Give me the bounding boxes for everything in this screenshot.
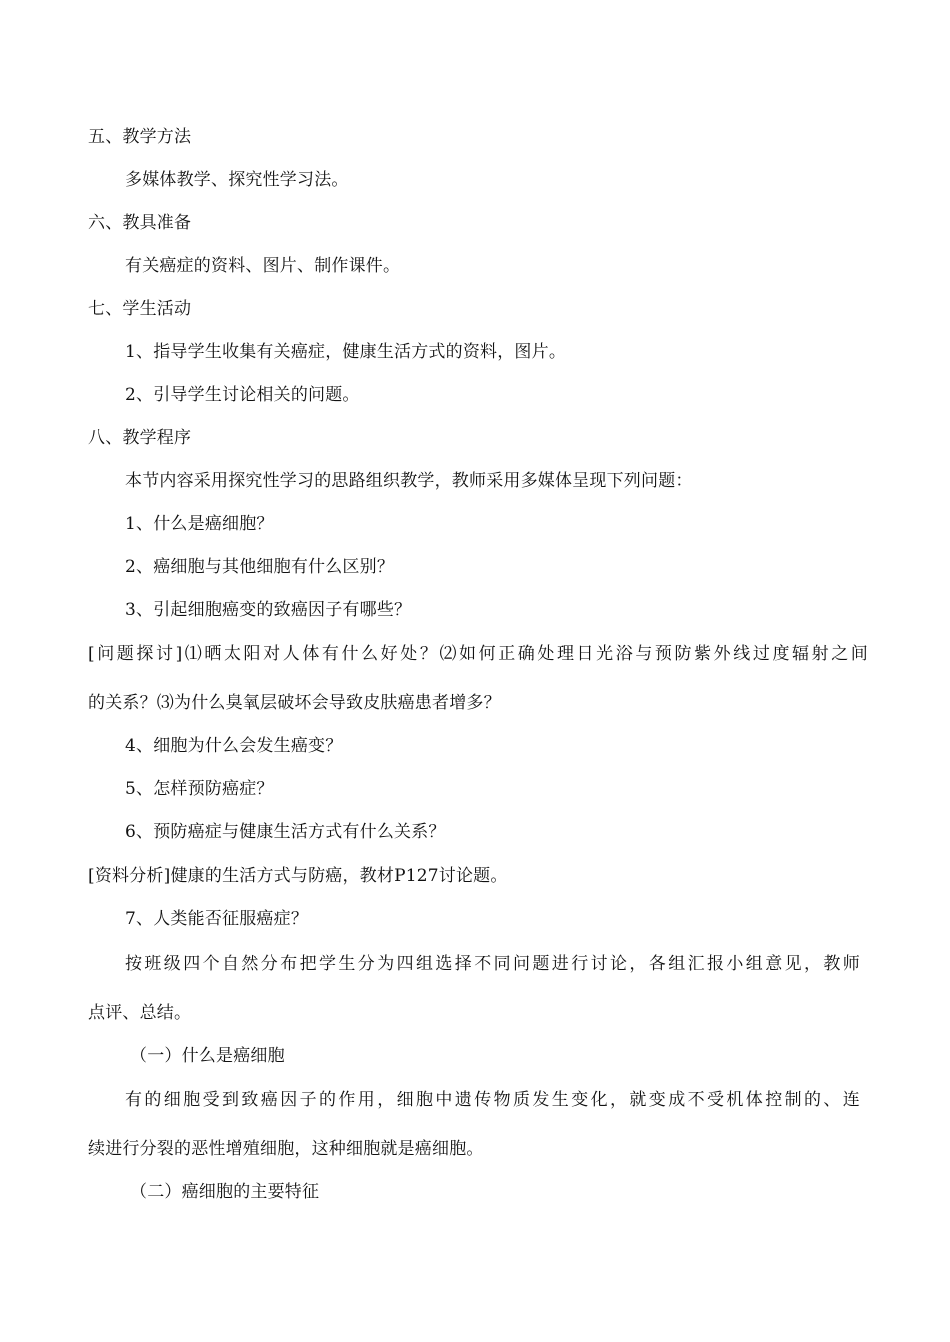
list-item: 4、细胞为什么会发生癌变？ [125,736,343,756]
paragraph-line: [问题探讨]⑴晒太阳对人体有什么好处？⑵如何正确处理日光浴与预防紫外线过度辐射之间 [88,644,868,664]
list-item: 3、引起细胞癌变的致癌因子有哪些？ [125,600,412,620]
paragraph-line: [资料分析]健康的生活方式与防癌，教材P127讨论题。 [88,866,508,886]
list-item: 5、怎样预防癌症？ [125,779,274,799]
list-item: 1、指导学生收集有关癌症，健康生活方式的资料，图片。 [125,342,567,362]
list-item: 6、预防癌症与健康生活方式有什么关系？ [125,822,446,842]
paragraph-line: 多媒体教学、探究性学习法。 [125,170,349,190]
paragraph-line: 续进行分裂的恶性增殖细胞，这种细胞就是癌细胞。 [88,1139,484,1159]
paragraph-line: 按班级四个自然分布把学生分为四组选择不同问题进行讨论，各组汇报小组意见，教师 [125,954,860,974]
heading-teaching-procedure: 八、教学程序 [88,428,192,448]
paragraph-line: 的关系？⑶为什么臭氧层破坏会导致皮肤癌患者增多？ [88,693,501,713]
subheading: （二）癌细胞的主要特征 [130,1182,320,1202]
list-item: 2、癌细胞与其他细胞有什么区别？ [125,557,395,577]
list-item: 7、人类能否征服癌症？ [125,909,309,929]
list-item: 1、什么是癌细胞？ [125,514,274,534]
subheading: （一）什么是癌细胞 [130,1046,285,1066]
paragraph-line: 点评、总结。 [88,1003,192,1023]
paragraph-line: 有的细胞受到致癌因子的作用，细胞中遗传物质发生变化，就变成不受机体控制的、连 [125,1090,860,1110]
heading-teaching-methods: 五、教学方法 [88,127,192,147]
paragraph-line: 有关癌症的资料、图片、制作课件。 [125,256,401,276]
heading-teaching-aids: 六、教具准备 [88,213,192,233]
paragraph-line: 本节内容采用探究性学习的思路组织教学，教师采用多媒体呈现下列问题： [125,471,693,491]
list-item: 2、引导学生讨论相关的问题。 [125,385,360,405]
heading-student-activities: 七、学生活动 [88,299,192,319]
